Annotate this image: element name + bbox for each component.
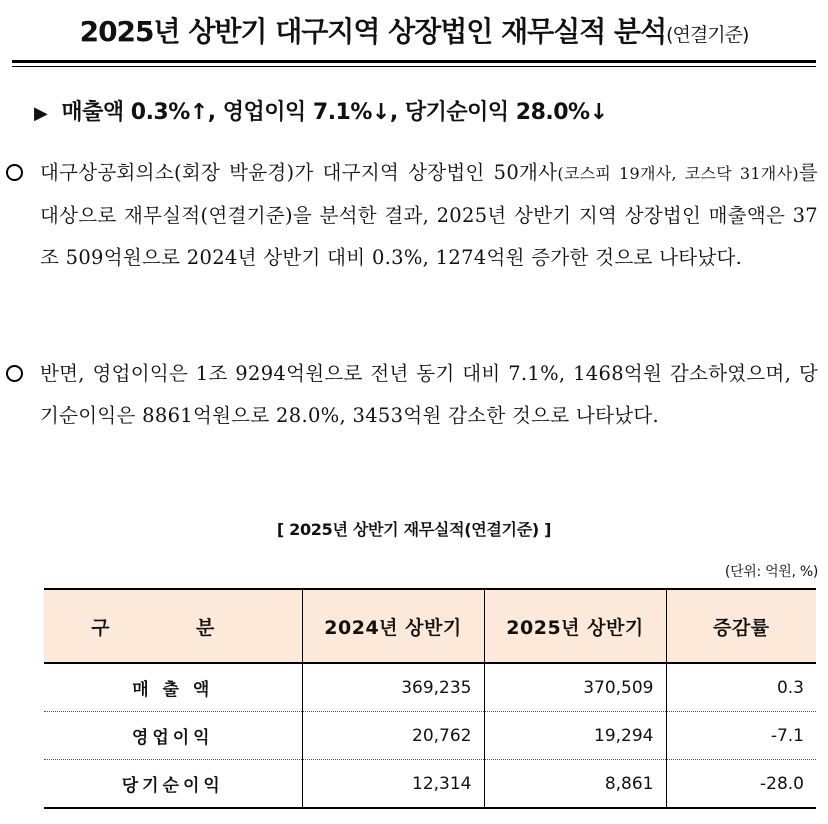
circle-bullet-icon bbox=[6, 164, 23, 181]
paragraph-1-part2: (코스피 19개사, 코스닥 31개사) bbox=[557, 164, 799, 183]
value-2025: 19,294 bbox=[484, 712, 666, 760]
title-sub: (연결기준) bbox=[666, 24, 749, 46]
row-label: 영업이익 bbox=[44, 712, 302, 760]
value-2025: 8,861 bbox=[484, 760, 666, 809]
title-main: 2025년 상반기 대구지역 상장법인 재무실적 분석 bbox=[79, 15, 667, 48]
table-unit: (단위: 억원, %) bbox=[724, 564, 818, 580]
paragraph-2-text: 반면, 영업이익은 1조 9294억원으로 전년 동기 대비 7.1%, 1468억원 감소하였으며, 당기순이익은 8861억원으로 28.0%, 3453억원 감소한 것으로 나타났다. bbox=[40, 362, 818, 427]
title-rule-thick bbox=[12, 60, 816, 63]
triangle-marker-icon: ▶ bbox=[34, 103, 48, 124]
row-label: 당기순이익 bbox=[44, 760, 302, 809]
value-2024: 12,314 bbox=[302, 760, 484, 809]
header-2025: 2025년 상반기 bbox=[484, 589, 666, 663]
paragraph-1 bbox=[40, 152, 818, 279]
document-title bbox=[0, 10, 828, 50]
header-2024: 2024년 상반기 bbox=[302, 589, 484, 663]
header-category: 구 분 bbox=[44, 589, 302, 663]
headline-text: 매출액 0.3%↑, 영업이익 7.1%↓, 당기순이익 28.0%↓ bbox=[61, 100, 608, 125]
title-rule-thin bbox=[12, 66, 816, 67]
financial-table bbox=[44, 588, 816, 809]
paragraph-1-part1: 대구상공회의소(회장 박윤경)가 대구지역 상장법인 50개사 bbox=[40, 161, 558, 184]
circle-bullet-icon bbox=[6, 365, 23, 382]
change-rate: 0.3 bbox=[666, 663, 816, 712]
change-rate: -28.0 bbox=[666, 760, 816, 809]
row-label: 매 출 액 bbox=[44, 663, 302, 712]
change-rate: -7.1 bbox=[666, 712, 816, 760]
headline bbox=[34, 95, 608, 126]
value-2025: 370,509 bbox=[484, 663, 666, 712]
value-2024: 369,235 bbox=[302, 663, 484, 712]
table-row bbox=[44, 712, 816, 760]
table-header-row bbox=[44, 589, 816, 663]
header-change-rate: 증감률 bbox=[666, 589, 816, 663]
paragraph-2 bbox=[40, 353, 818, 437]
table-row bbox=[44, 760, 816, 809]
paragraph-1-part3: 를 대상으로 재무실적(연결기준)을 분석한 결과, 2025년 상반기 지역 상장법인 매출액은 37조 509억원으로 2024년 상반기 대비 0.3%, 1274억원 증가한 것으로 나타났다. bbox=[40, 161, 819, 269]
table-title: [ 2025년 상반기 재무실적(연결기준) ] bbox=[276, 520, 552, 539]
table-row bbox=[44, 663, 816, 712]
value-2024: 20,762 bbox=[302, 712, 484, 760]
